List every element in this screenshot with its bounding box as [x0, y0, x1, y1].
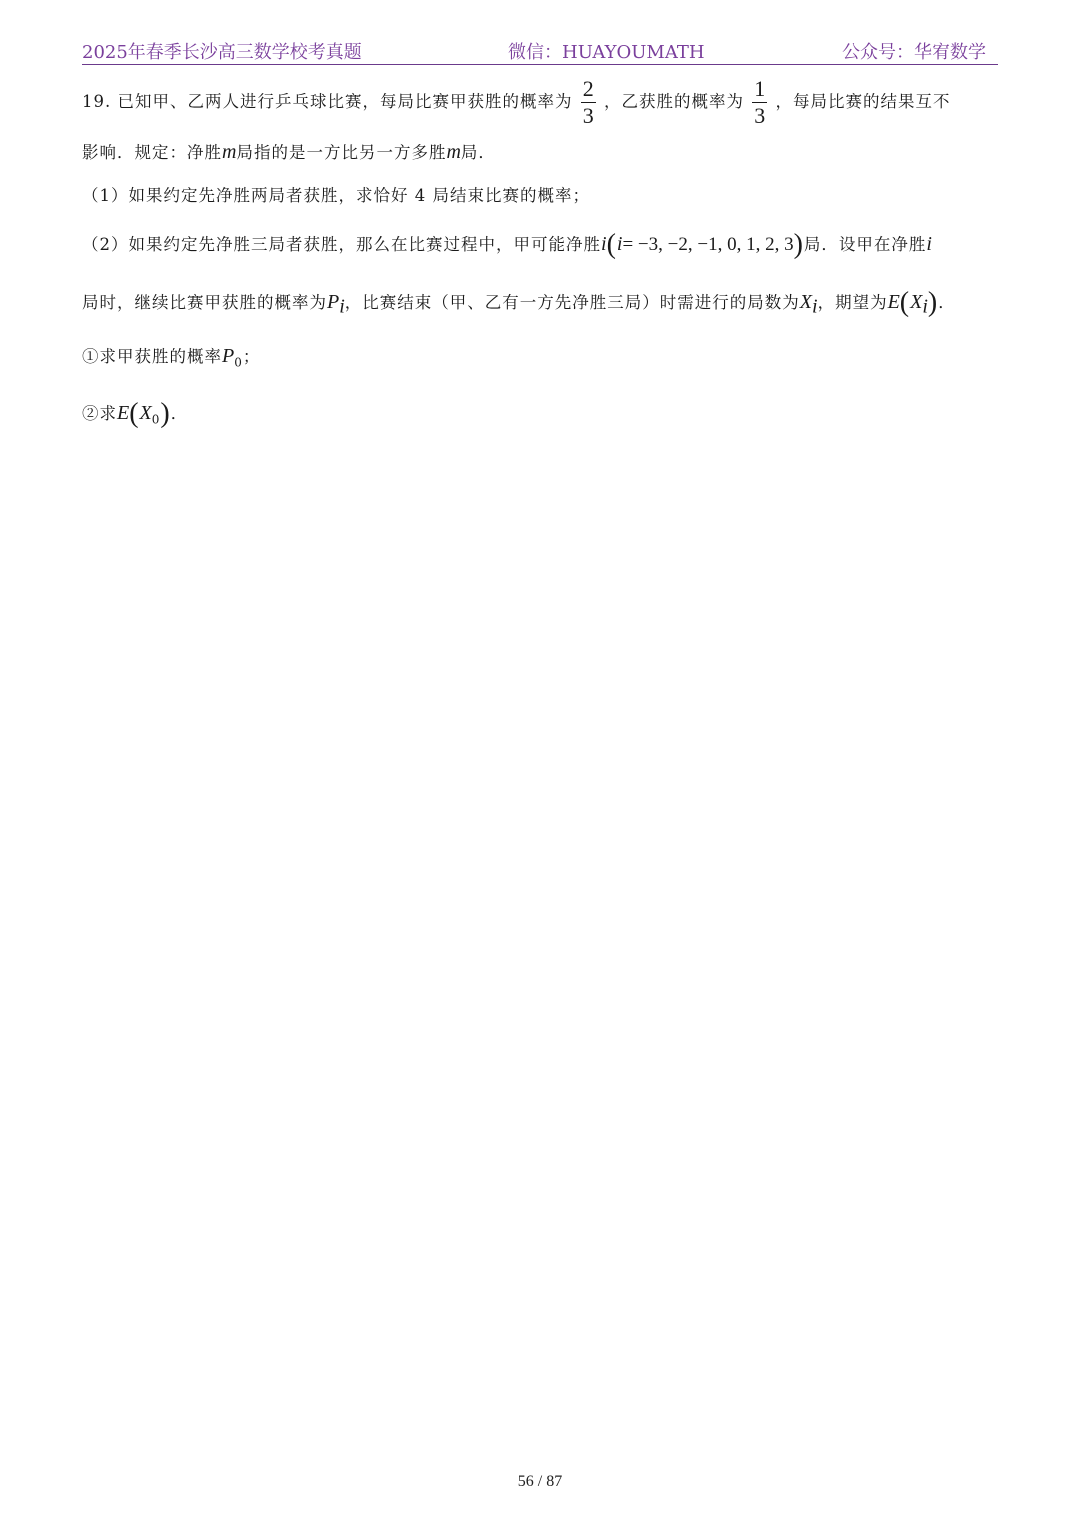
- problem-text: ．: [938, 293, 956, 312]
- math-variable-m: m: [446, 141, 461, 163]
- problem-text: 局．设甲在净胜: [803, 235, 927, 254]
- problem-text: 19. 已知甲、乙两人进行乒乓球比赛，每局比赛甲获胜的概率为: [82, 92, 573, 111]
- problem-text: ①求甲获胜的概率: [82, 347, 222, 366]
- problem-text: ；: [242, 347, 261, 366]
- subscript-i: i: [812, 295, 818, 318]
- part-1: （1）如果约定先净胜两局者获胜，求恰好 4 局结束比赛的概率；: [82, 186, 590, 205]
- paren-open: (: [899, 287, 911, 318]
- fraction-numerator: 1: [754, 76, 766, 101]
- math-variable-P: P: [222, 345, 235, 367]
- question-1: [82, 343, 260, 369]
- math-variable-X: X: [799, 291, 812, 313]
- question-2: [82, 398, 188, 430]
- fraction-two-thirds: [581, 76, 596, 129]
- problem-text: （2）如果约定先净胜三局者获胜，那么在比赛过程中，甲可能净胜: [82, 235, 601, 254]
- fraction-denominator: 3: [754, 103, 766, 128]
- fraction-one-third: [752, 76, 767, 129]
- header-title: 2025年春季长沙高三数学校考真题: [82, 42, 362, 63]
- header-wechat: 微信：HUAYOUMATH: [508, 42, 705, 63]
- paren-close: ): [927, 287, 939, 318]
- part-2-line-2: [82, 287, 956, 319]
- part-2-line-1: [82, 229, 932, 261]
- problem-text: ，每局比赛的结果互不: [775, 92, 951, 111]
- subscript-i: i: [922, 295, 928, 318]
- math-variable-i: i: [616, 233, 623, 255]
- problem-text: ．: [170, 404, 189, 423]
- paren-close: ): [160, 398, 171, 429]
- problem-text: ②求: [82, 404, 117, 423]
- fraction-numerator: 2: [582, 76, 594, 101]
- value-set: = −3, −2, −1, 0, 1, 2, 3: [622, 234, 794, 255]
- paren-open: (: [129, 398, 140, 429]
- problem-text: ，乙获胜的概率为: [604, 92, 744, 111]
- math-variable-E: E: [117, 402, 130, 424]
- page-header: [82, 36, 998, 65]
- math-variable-i: i: [926, 233, 932, 255]
- problem-text: 局．: [460, 143, 496, 162]
- subscript-0: 0: [151, 412, 161, 427]
- problem-text: ，期望为: [817, 293, 888, 312]
- subscript-i: i: [339, 295, 345, 318]
- fraction-denominator: 3: [582, 103, 594, 128]
- math-variable-P: P: [327, 291, 340, 313]
- problem-text: ，比赛结束（甲、乙有一方先净胜三局）时需进行的局数为: [344, 293, 800, 312]
- problem-text: 局时，继续比赛甲获胜的概率为: [82, 293, 327, 312]
- problem-text: 局指的是一方比另一方多胜: [236, 143, 447, 162]
- math-variable-i: i: [601, 233, 607, 255]
- problem-text: 影响．规定：净胜: [82, 143, 222, 162]
- paren-open: (: [606, 229, 617, 260]
- page-number: 56 / 87: [517, 1473, 563, 1490]
- header-account: 公众号：华宥数学: [842, 42, 986, 63]
- math-variable-X: X: [910, 291, 923, 313]
- math-variable-m: m: [222, 141, 237, 163]
- problem-line-2: [82, 139, 496, 164]
- math-variable-E: E: [887, 291, 900, 313]
- problem-line-1: [82, 76, 951, 129]
- math-variable-X: X: [139, 402, 152, 424]
- subscript-0: 0: [234, 355, 243, 370]
- paren-close: ): [793, 229, 804, 260]
